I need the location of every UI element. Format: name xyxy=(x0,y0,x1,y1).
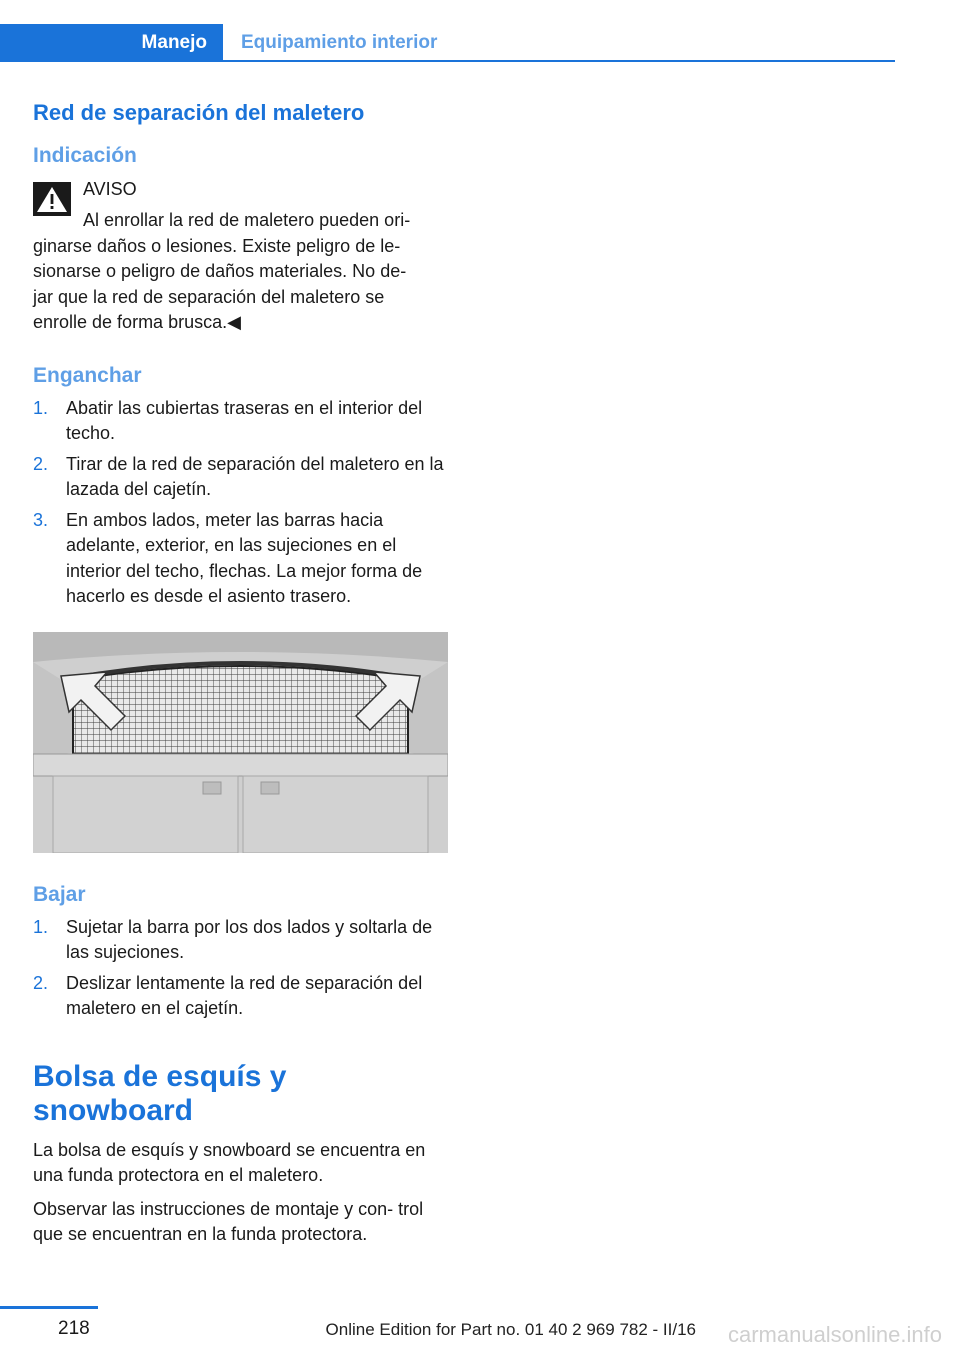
chapter-paragraph-2: Observar las instrucciones de montaje y con‐ trol que se encuentran en la funda protectora. xyxy=(33,1198,424,1244)
warning-line-4: jar que la red de separación del maletero se xyxy=(33,286,385,307)
step-number: 2. xyxy=(33,453,49,474)
warning-line-3: sionarse o peligro de daños materiales. No de‐ xyxy=(33,261,407,281)
chapter-title: Bolsa de esquís y snowboard xyxy=(33,1059,287,1127)
warning-triangle-icon xyxy=(33,182,71,216)
trunk-net-illustration xyxy=(33,632,448,853)
step-text: En ambos lados, meter las barras hacia adelante, exterior, en las sujeciones en el interior del techo, flechas. La mejor forma de hacerlo es desde el asiento trasero. xyxy=(66,509,423,606)
section-title: Red de separación del maletero xyxy=(33,100,365,125)
step-text: Abatir las cubiertas traseras en el interior del techo. xyxy=(66,397,423,443)
step-number: 2. xyxy=(33,972,49,993)
tab-equipamiento-interior[interactable]: Equipamiento interior xyxy=(241,32,438,53)
enganchar-steps xyxy=(33,396,449,610)
warning-line-2: ginarse daños o lesiones. Existe peligro de le‐ xyxy=(33,235,401,256)
edition-text: Online Edition for Part no. 01 40 2 969 782 - II/16 xyxy=(325,1320,696,1339)
footer-rule xyxy=(0,1306,98,1309)
step-text: Deslizar lentamente la red de separación del maletero en el cajetín. xyxy=(66,972,423,1018)
watermark: carmanualsonline.info xyxy=(727,1322,942,1347)
warning-label: AVISO xyxy=(83,179,137,199)
step-text: Tirar de la red de separación del maletero en la lazada del cajetín. xyxy=(66,453,444,499)
warning-block xyxy=(33,176,449,336)
warning-line-5: enrolle de forma brusca.◀ xyxy=(33,312,241,332)
enganchar-heading: Enganchar xyxy=(33,363,142,387)
list-item xyxy=(33,971,449,1022)
step-number: 1. xyxy=(33,397,49,418)
tab-manejo[interactable]: Manejo xyxy=(0,24,223,62)
list-item xyxy=(33,915,449,966)
content-column xyxy=(33,100,449,1248)
step-text: Sujetar la barra por los dos lados y soltarla de las sujeciones. xyxy=(66,916,433,962)
bajar-heading: Bajar xyxy=(33,882,86,906)
list-item xyxy=(33,396,449,447)
warning-line-1: Al enrollar la red de maletero pueden ori‐ xyxy=(83,210,411,230)
indicacion-heading: Indicación xyxy=(33,144,137,167)
step-number: 1. xyxy=(33,916,49,937)
page-number: 218 xyxy=(58,1318,90,1339)
bajar-steps xyxy=(33,915,449,1022)
list-item xyxy=(33,452,449,503)
list-item xyxy=(33,508,449,610)
step-number: 3. xyxy=(33,509,49,530)
chapter-paragraph-1: La bolsa de esquís y snowboard se encuentra en una funda protectora en el maletero. xyxy=(33,1139,426,1185)
